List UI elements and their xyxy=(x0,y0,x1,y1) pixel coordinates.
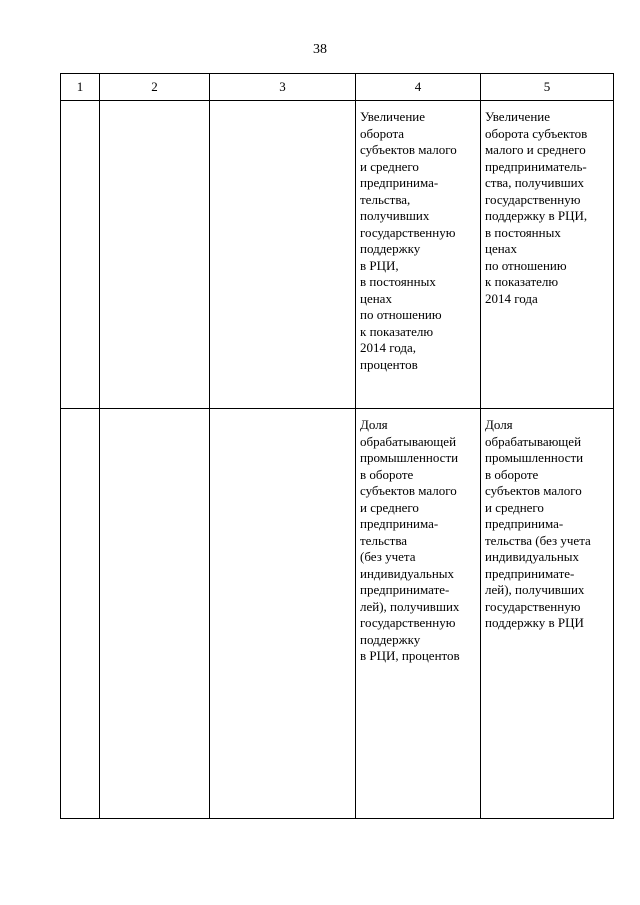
table-cell-empty xyxy=(61,409,100,819)
table-cell-empty xyxy=(100,409,210,819)
indicator-name-text: Доля обрабатывающей промышленности в обороте субъектов малого и среднего предпринима- тельства (без учета индивидуальных предпринимате- лей), получивших государственную поддержку в РЦИ, процентов xyxy=(360,417,460,663)
indicator-name-cell xyxy=(356,409,481,819)
table-cell-empty xyxy=(210,101,356,409)
indicator-name-text: Увеличение оборота субъектов малого и среднего предпринима- тельства, получивших государственную поддержку в РЦИ, в постоянных ценах по отношению к показателю 2014 года, процентов xyxy=(360,109,457,372)
indicator-description-cell xyxy=(481,101,614,409)
table-row xyxy=(61,409,614,819)
header-row xyxy=(61,74,614,101)
indicator-name-cell xyxy=(356,101,481,409)
indicator-description-text: Увеличение оборота субъектов малого и среднего предприниматель- ства, получивших государственную поддержку в РЦИ, в постоянных ценах по отношению к показателю 2014 года xyxy=(485,109,588,306)
indicator-description-text: Доля обрабатывающей промышленности в обороте субъектов малого и среднего предпринима- тельства (без учета индивидуальных предпринимате- лей), получивших государственную поддержку в РЦИ xyxy=(485,417,591,630)
column-header-4: 4 xyxy=(356,74,481,101)
column-header-5: 5 xyxy=(481,74,614,101)
indicator-description-cell xyxy=(481,409,614,819)
table-cell-empty xyxy=(61,101,100,409)
table-row xyxy=(61,101,614,409)
column-header-3: 3 xyxy=(210,74,356,101)
table-cell-empty xyxy=(210,409,356,819)
page-number: 38 xyxy=(313,42,327,57)
indicators-table xyxy=(60,73,614,819)
table-cell-empty xyxy=(100,101,210,409)
column-header-1: 1 xyxy=(61,74,100,101)
column-header-2: 2 xyxy=(100,74,210,101)
